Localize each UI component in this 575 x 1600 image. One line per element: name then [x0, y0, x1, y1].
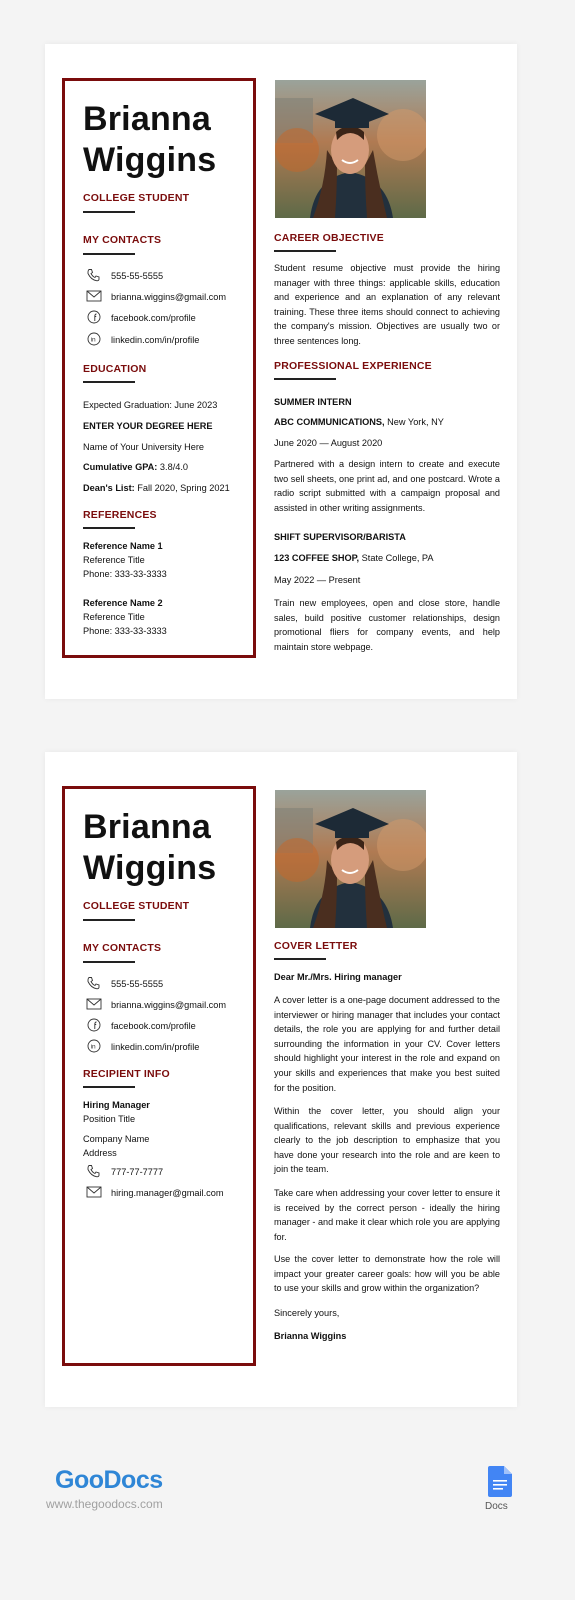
- cover-heading: COVER LETTER: [274, 940, 358, 952]
- recipient-phone[interactable]: 777-77-7777: [111, 1167, 164, 1177]
- letter-paragraph: Within the cover letter, you should align your qualifications, relevant skills and previous experience clearly to the job description to emphasize that you have done your research into the role and are keen to join the team.: [274, 1106, 500, 1175]
- divider: [83, 381, 135, 383]
- facebook-icon: [86, 1018, 102, 1032]
- divider: [83, 253, 135, 255]
- objective-text: Student resume objective must provide the hiring manager with three things: applicable skills, education and experience and an explanation of any relevant training. These three items should connect to achieving the company's mission. Objectives are usually two or three sentences long.: [274, 263, 500, 346]
- divider: [83, 527, 135, 529]
- linkedin-icon: [86, 1039, 102, 1053]
- profile-photo: [275, 790, 426, 928]
- recipient-position: Position Title: [83, 1114, 136, 1124]
- job-company: [274, 552, 434, 564]
- profile-photo: [275, 80, 426, 218]
- role-title: COLLEGE STUDENT: [83, 192, 190, 204]
- divider: [274, 378, 336, 380]
- university: Name of Your University Here: [83, 442, 205, 452]
- deans-label: Dean's List:: [83, 483, 135, 493]
- signature: Brianna Wiggins: [274, 1331, 347, 1341]
- name-last: Wiggins: [83, 141, 217, 179]
- job-dates: May 2022 — Present: [274, 575, 361, 585]
- recipient-name: Hiring Manager: [83, 1100, 150, 1110]
- letter-paragraph: Use the cover letter to demonstrate how the role will impact your greater career goals: how will you be able to use your skills and grow within the organization?: [274, 1254, 500, 1294]
- divider: [83, 961, 135, 963]
- divider: [274, 958, 326, 960]
- contact-linkedin[interactable]: linkedin.com/in/profile: [111, 1042, 200, 1052]
- resume-page: [45, 44, 517, 699]
- candidate-name: [83, 807, 216, 889]
- company-name: 123 COFFEE SHOP,: [274, 553, 360, 563]
- mail-icon: [86, 997, 102, 1011]
- recipient-email[interactable]: hiring.manager@gmail.com: [111, 1188, 224, 1198]
- divider: [274, 250, 336, 252]
- reference-phone: Phone: 333-33-3333: [83, 569, 167, 579]
- contact-email[interactable]: brianna.wiggins@gmail.com: [111, 292, 227, 302]
- contact-email[interactable]: brianna.wiggins@gmail.com: [111, 1000, 227, 1010]
- website-url[interactable]: www.thegoodocs.com: [46, 1497, 163, 1511]
- company-location: New York, NY: [384, 417, 444, 427]
- docs-label: Docs: [485, 1501, 508, 1512]
- candidate-name: [83, 99, 216, 181]
- graduation-date: Expected Graduation: June 2023: [83, 400, 218, 410]
- goodocs-logo[interactable]: GooDocs: [55, 1466, 163, 1494]
- google-docs-icon: [488, 1466, 512, 1497]
- phone-icon: [86, 268, 102, 282]
- objective-heading: CAREER OBJECTIVE: [274, 232, 384, 244]
- sidebar-frame: [62, 786, 256, 1366]
- contact-facebook[interactable]: facebook.com/profile: [111, 1021, 196, 1031]
- reference-phone: Phone: 333-33-3333: [83, 626, 167, 636]
- job-description: Partnered with a design intern to create and execute two sell sheets, one print ad, and one postcard. Wrote a radio script submitted with a campaign proposal and assisted in other writing assignments.: [274, 459, 500, 513]
- svg-text:in: in: [90, 336, 96, 344]
- company-name: ABC COMMUNICATIONS,: [274, 417, 385, 427]
- job-title: SUMMER INTERN: [274, 397, 352, 407]
- name-first: Brianna: [83, 808, 211, 846]
- contact-phone[interactable]: 555-55-5555: [111, 271, 164, 281]
- closing: Sincerely yours,: [274, 1308, 340, 1318]
- education-heading: EDUCATION: [83, 363, 147, 375]
- name-last: Wiggins: [83, 849, 217, 887]
- sidebar-frame: [62, 78, 256, 658]
- job-dates: June 2020 — August 2020: [274, 438, 383, 448]
- name-first: Brianna: [83, 100, 211, 138]
- contact-facebook[interactable]: facebook.com/profile: [111, 313, 196, 323]
- experience-heading: PROFESSIONAL EXPERIENCE: [274, 360, 432, 372]
- reference-title: Reference Title: [83, 612, 145, 622]
- deans-list: [83, 482, 230, 494]
- recipient-company: Company Name: [83, 1134, 150, 1144]
- divider: [83, 211, 135, 213]
- svg-text:in: in: [90, 1043, 96, 1051]
- job-description: Train new employees, open and close store, handle sales, build positive customer relationships, design promotional fliers for company events, and help maintain store webpage.: [274, 598, 500, 652]
- gpa-label: Cumulative GPA:: [83, 462, 158, 472]
- gpa: [83, 461, 188, 473]
- divider: [83, 919, 135, 921]
- facebook-icon: [86, 310, 102, 324]
- reference-title: Reference Title: [83, 555, 145, 565]
- recipient-address: Address: [83, 1148, 117, 1158]
- reference-name: Reference Name 1: [83, 541, 163, 551]
- references-heading: REFERENCES: [83, 509, 157, 521]
- contact-phone[interactable]: 555-55-5555: [111, 979, 164, 989]
- cover-letter-page: [45, 752, 517, 1407]
- job-title: SHIFT SUPERVISOR/BARISTA: [274, 532, 406, 542]
- deans-value: Fall 2020, Spring 2021: [134, 483, 230, 493]
- phone-icon: [86, 976, 102, 990]
- salutation: Dear Mr./Mrs. Hiring manager: [274, 972, 402, 982]
- degree: ENTER YOUR DEGREE HERE: [83, 421, 213, 431]
- phone-icon: [86, 1164, 102, 1178]
- contacts-heading: MY CONTACTS: [83, 942, 162, 954]
- recipient-heading: RECIPIENT INFO: [83, 1068, 170, 1080]
- job-company: [274, 416, 444, 428]
- contacts-heading: MY CONTACTS: [83, 234, 162, 246]
- gpa-value: 3.8/4.0: [157, 462, 189, 472]
- letter-paragraph: A cover letter is a one-page document addressed to the interviewer or hiring manager that includes your contact details, the role you are applying for and further detail surrounding the information in your CV. Cover letters should highlight your interest in the role and expand on your skills and experiences that make you best suited for the position.: [274, 995, 500, 1093]
- divider: [83, 1086, 135, 1088]
- role-title: COLLEGE STUDENT: [83, 900, 190, 912]
- company-location: State College, PA: [359, 553, 434, 563]
- linkedin-icon: [86, 332, 102, 346]
- mail-icon: [86, 289, 102, 303]
- contact-linkedin[interactable]: linkedin.com/in/profile: [111, 335, 200, 345]
- reference-name: Reference Name 2: [83, 598, 163, 608]
- mail-icon: [86, 1185, 102, 1199]
- letter-paragraph: Take care when addressing your cover letter to ensure it is received by the correct person - ideally the hiring manager - and make it clear which role you are applying for.: [274, 1188, 500, 1242]
